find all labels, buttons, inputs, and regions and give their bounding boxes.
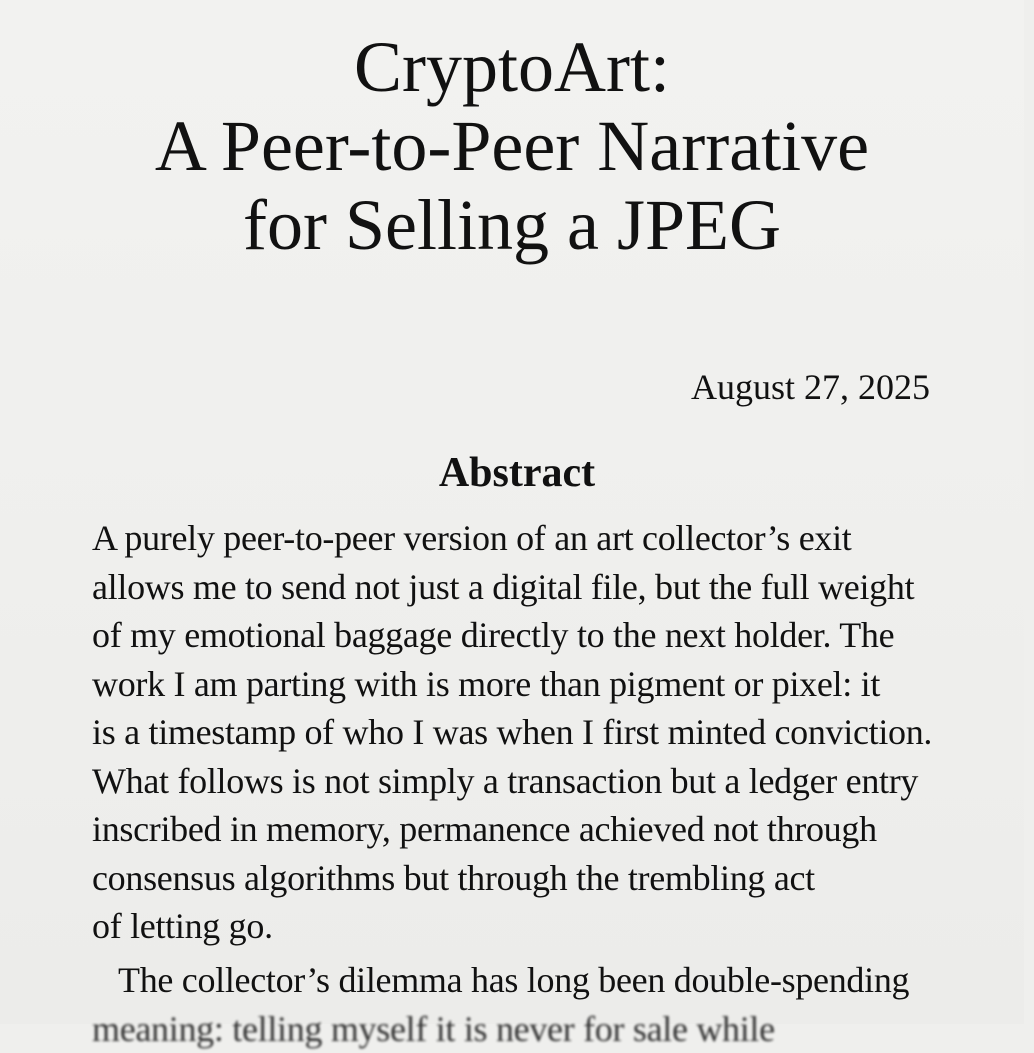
paper-date: August 27, 2025: [691, 364, 930, 410]
title-line-3: for Selling a JPEG: [0, 186, 1024, 265]
abstract-line: consensus algorithms but through the trembling act: [92, 854, 992, 903]
abstract-heading: Abstract: [0, 448, 1034, 498]
abstract-line: allows me to send not just a digital file, but the full weight: [92, 563, 992, 612]
abstract-line: inscribed in memory, permanence achieved not through: [92, 805, 992, 854]
abstract-line: What follows is not simply a transaction but a ledger entry: [92, 757, 992, 806]
abstract-line: of my emotional baggage directly to the next holder. The: [92, 611, 992, 660]
abstract-line: work I am parting with is more than pigment or pixel: it: [92, 660, 992, 709]
body-line: The collector’s dilemma has long been double-spending: [118, 956, 1018, 1005]
abstract-line: A purely peer-to-peer version of an art collector’s exit: [92, 514, 992, 563]
abstract-line: of letting go.: [92, 902, 992, 951]
paper-title: [0, 28, 1024, 265]
title-line-2: A Peer-to-Peer Narrative: [0, 107, 1024, 186]
abstract-line: is a timestamp of who I was when I first minted conviction.: [92, 708, 992, 757]
abstract-body: [92, 514, 992, 951]
title-line-1: CryptoArt:: [0, 28, 1024, 107]
body-line: meaning: telling myself it is never for sale while: [92, 1005, 1018, 1053]
body-paragraph: [118, 956, 1018, 1053]
